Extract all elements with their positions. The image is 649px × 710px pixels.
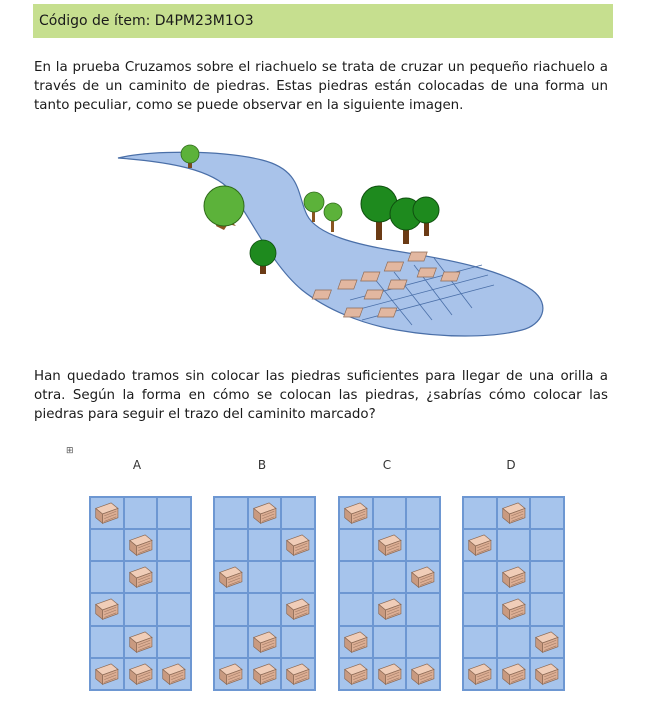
stone-icon: [128, 565, 154, 589]
grid-cell: [374, 594, 406, 624]
grid-cell: [464, 562, 496, 592]
grid-cell: [340, 594, 372, 624]
stone-icon: [501, 501, 527, 525]
grid-cell: [531, 530, 563, 560]
stone-icon: [252, 630, 278, 654]
grid-cell: [158, 498, 190, 528]
grid-cell: [249, 498, 281, 528]
grid-cell: [249, 659, 281, 689]
grid-cell: [125, 594, 157, 624]
grid-cell: [158, 562, 190, 592]
grid-cell: [215, 498, 247, 528]
grid-cell: [249, 627, 281, 657]
grid-cell: [215, 530, 247, 560]
item-code-header: [33, 4, 613, 38]
tree-dark-small: [250, 240, 276, 274]
stone-icon: [534, 630, 560, 654]
grid-cell: [91, 562, 123, 592]
stone-icon: [161, 662, 187, 686]
option-b-label: B: [257, 458, 267, 472]
grid-cell: [407, 627, 439, 657]
grid-cell: [249, 562, 281, 592]
grid-cell: [464, 530, 496, 560]
river-shape: [118, 152, 543, 336]
grid-cell: [91, 594, 123, 624]
grid-cell: [340, 562, 372, 592]
grid-cell: [125, 498, 157, 528]
stone-icon: [343, 662, 369, 686]
stone-icon: [252, 501, 278, 525]
stone-icon: [377, 597, 403, 621]
stone-icon: [377, 533, 403, 557]
grid-cell: [531, 562, 563, 592]
grid-cell: [282, 498, 314, 528]
stone-icon: [128, 630, 154, 654]
grid-cell: [249, 594, 281, 624]
stone-icon: [343, 501, 369, 525]
tree-cluster-right: [361, 186, 439, 244]
grid-cell: [531, 659, 563, 689]
stone-icon: [501, 597, 527, 621]
grid-cell: [91, 498, 123, 528]
grid-cell: [125, 562, 157, 592]
grid-cell: [158, 659, 190, 689]
stone-icon: [128, 662, 154, 686]
option-c-grid[interactable]: [338, 496, 441, 691]
grid-cell: [91, 659, 123, 689]
stone-icon: [94, 597, 120, 621]
grid-cell: [249, 530, 281, 560]
stone-icon: [501, 662, 527, 686]
stone-icon: [410, 565, 436, 589]
option-d-label: D: [506, 458, 516, 472]
grid-cell: [340, 498, 372, 528]
stone-icon: [94, 501, 120, 525]
anchor-marker-icon: ⊞: [66, 446, 74, 456]
grid-cell: [282, 659, 314, 689]
option-b-grid[interactable]: [213, 496, 316, 691]
stone-icon: [343, 630, 369, 654]
grid-cell: [282, 594, 314, 624]
grid-cell: [407, 594, 439, 624]
grid-cell: [498, 530, 530, 560]
stone-icon: [252, 662, 278, 686]
option-a-grid[interactable]: [89, 496, 192, 691]
stone-icon: [218, 565, 244, 589]
grid-cell: [125, 530, 157, 560]
grid-cell: [464, 594, 496, 624]
grid-cell: [498, 562, 530, 592]
grid-cell: [464, 498, 496, 528]
grid-cell: [91, 530, 123, 560]
stone-icon: [285, 662, 311, 686]
river-illustration: [112, 140, 547, 340]
grid-cell: [125, 627, 157, 657]
grid-cell: [374, 530, 406, 560]
stone-icon: [218, 662, 244, 686]
grid-cell: [464, 659, 496, 689]
grid-cell: [282, 562, 314, 592]
grid-cell: [407, 498, 439, 528]
grid-cell: [407, 659, 439, 689]
grid-cell: [282, 530, 314, 560]
stone-icon: [410, 662, 436, 686]
option-c-label: C: [382, 458, 392, 472]
stone-icon: [501, 565, 527, 589]
stone-icon: [128, 533, 154, 557]
grid-cell: [374, 562, 406, 592]
grid-cell: [464, 627, 496, 657]
grid-cell: [340, 627, 372, 657]
grid-cell: [531, 594, 563, 624]
grid-cell: [215, 659, 247, 689]
question-paragraph: Han quedado tramos sin colocar las piedras suficientes para llegar de una orilla a otra. Según la forma en cómo se colocan las piedras, ¿sabrías cómo colocar las piedras para seguir el trazo del caminito marcado?: [34, 369, 608, 422]
grid-cell: [374, 498, 406, 528]
grid-cell: [498, 659, 530, 689]
grid-cell: [407, 530, 439, 560]
grid-cell: [407, 562, 439, 592]
grid-cell: [498, 498, 530, 528]
grid-cell: [158, 627, 190, 657]
stone-icon: [94, 662, 120, 686]
grid-cell: [91, 627, 123, 657]
stone-icon: [467, 662, 493, 686]
grid-cell: [374, 627, 406, 657]
grid-cell: [158, 530, 190, 560]
stone-icon: [534, 662, 560, 686]
item-code-text: Código de ítem: D4PM23M1O3: [39, 13, 254, 29]
stone-icon: [285, 533, 311, 557]
grid-cell: [340, 530, 372, 560]
grid-cell: [215, 627, 247, 657]
grid-cell: [340, 659, 372, 689]
grid-cell: [374, 659, 406, 689]
grid-cell: [531, 498, 563, 528]
intro-paragraph: En la prueba Cruzamos sobre el riachuelo se trata de cruzar un pequeño riachuelo a través de un caminito de piedras. Estas piedras están colocadas de una forma un tanto peculiar, como se puede observar en la siguiente imagen.: [34, 60, 608, 113]
stone-icon: [467, 533, 493, 557]
grid-cell: [215, 594, 247, 624]
option-d-grid[interactable]: [462, 496, 565, 691]
grid-cell: [498, 594, 530, 624]
grid-cell: [498, 627, 530, 657]
stone-icon: [377, 662, 403, 686]
grid-cell: [282, 627, 314, 657]
grid-cell: [215, 562, 247, 592]
stone-icon: [285, 597, 311, 621]
option-a-label: A: [132, 458, 142, 472]
grid-cell: [158, 594, 190, 624]
grid-cell: [125, 659, 157, 689]
grid-cell: [531, 627, 563, 657]
tree-large-left: [204, 186, 244, 230]
